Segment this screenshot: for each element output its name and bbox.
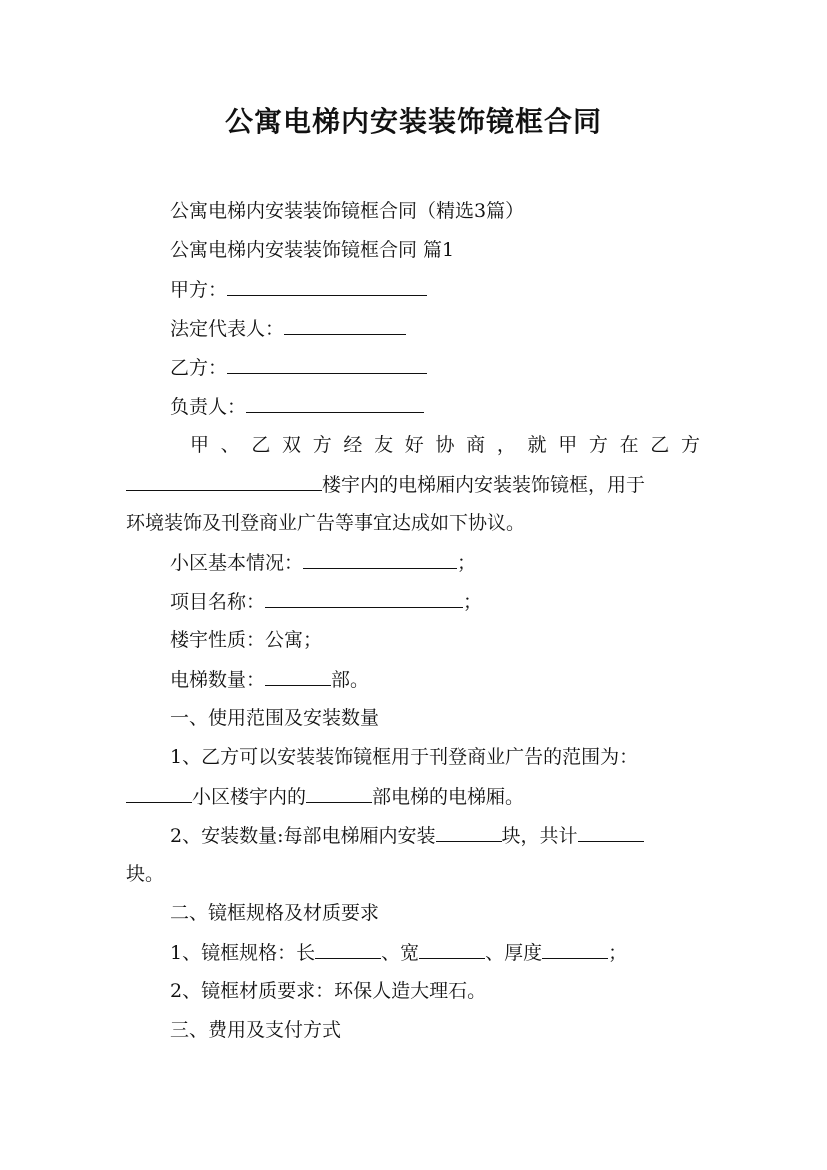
item-1-line1: 1、乙方可以安装装饰镜框用于刊登商业广告的范围为： (170, 746, 639, 768)
item-2-text-b: 块，共计 (501, 825, 578, 847)
party-b-blank (227, 355, 427, 374)
para1-line2: 楼宇内的电梯厢内安装装饰镜框，用于 (322, 474, 646, 496)
party-a-blank (227, 277, 427, 296)
elevators-label: 电梯数量： (170, 669, 266, 691)
spec-semicolon: ； (608, 942, 628, 964)
spec-line (170, 940, 627, 965)
spec-length-label: 1、镜框规格：长 (170, 942, 316, 964)
community-semicolon: ； (457, 552, 477, 574)
legal-rep-line (170, 316, 406, 341)
item-2-line2: 块。 (126, 863, 165, 885)
community-line (170, 550, 476, 575)
community-blank (303, 550, 457, 569)
project-blank (265, 589, 463, 608)
para1-line3: 环境装饰及刊登商业广告等事宜达成如下协议。 (126, 512, 526, 534)
spec-width-label: 、宽 (381, 942, 420, 964)
party-b-line (170, 355, 427, 380)
per-elevator-blank (436, 823, 502, 842)
elevators-unit: 部。 (331, 669, 370, 691)
total-blank (578, 823, 644, 842)
spec-thickness-label: 、厚度 (485, 942, 543, 964)
legal-rep-blank (284, 316, 406, 335)
item-2-text-a: 2、安装数量:每部电梯厢内安装 (170, 825, 436, 847)
para1-line1: 甲、乙双方经友好协商，就甲方在乙方 (190, 434, 700, 456)
length-blank (315, 940, 381, 959)
section-2-heading: 二、镜框规格及材质要求 (170, 902, 380, 924)
person-charge-line (170, 394, 424, 419)
item-1-line2 (126, 784, 524, 809)
community-label: 小区基本情况： (170, 552, 304, 574)
project-label: 项目名称： (170, 591, 266, 613)
legal-rep-label: 法定代表人： (170, 318, 285, 340)
community-name-blank (126, 784, 192, 803)
party-a-label: 甲方： (170, 279, 228, 301)
material-line: 2、镜框材质要求：环保人造大理石。 (170, 980, 487, 1002)
project-semicolon: ； (463, 591, 483, 613)
elevators-line (170, 667, 369, 692)
party-a-line (170, 277, 427, 302)
building-blank (126, 472, 322, 491)
elevators-blank (265, 667, 331, 686)
document-title: 公寓电梯内安装装饰镜框合同 (224, 105, 602, 138)
para1-line2-row (126, 472, 645, 497)
section-1-heading: 一、使用范围及安装数量 (170, 707, 380, 729)
elevator-count-blank (306, 784, 372, 803)
project-line (170, 589, 482, 614)
person-charge-blank (246, 394, 424, 413)
section-3-heading: 三、费用及支付方式 (170, 1019, 342, 1041)
chapter-heading: 公寓电梯内安装装饰镜框合同 篇1 (170, 239, 455, 261)
item-1-text-b: 部电梯的电梯厢。 (372, 786, 525, 808)
subtitle: 公寓电梯内安装装饰镜框合同（精选3篇） (170, 200, 525, 222)
item-2-line1 (170, 823, 644, 848)
nature-line: 楼宇性质：公寓； (170, 629, 323, 651)
item-1-text-a: 小区楼宇内的 (192, 786, 307, 808)
thickness-blank (542, 940, 608, 959)
party-b-label: 乙方： (170, 357, 228, 379)
person-charge-label: 负责人： (170, 396, 247, 418)
width-blank (419, 940, 485, 959)
